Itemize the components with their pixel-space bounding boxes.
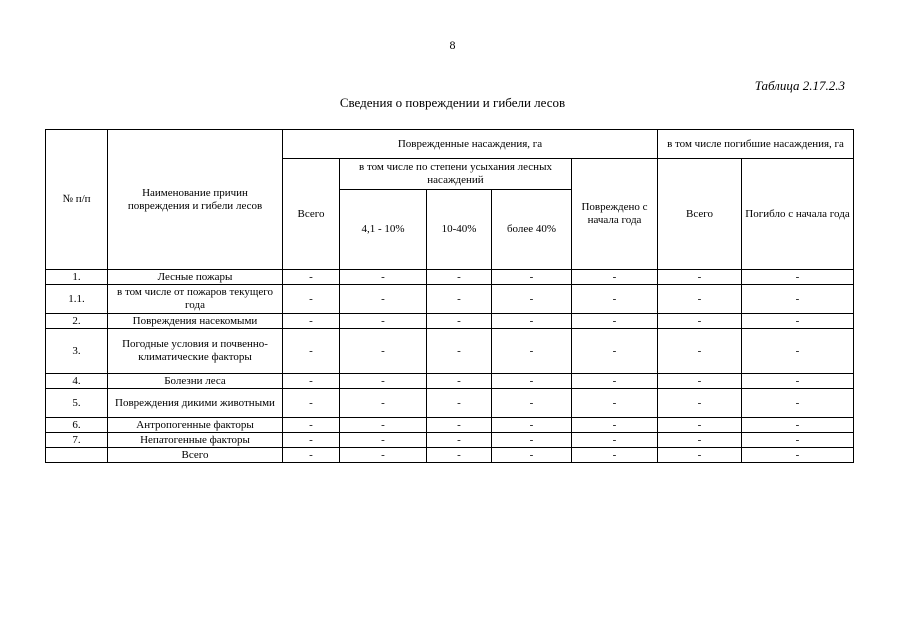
cell-value: -	[283, 270, 340, 285]
cell-value: -	[492, 448, 572, 463]
table-label: Таблица 2.17.2.3	[754, 78, 845, 93]
cell-value: -	[572, 285, 658, 314]
cell-value: -	[572, 329, 658, 374]
cell-value: -	[572, 389, 658, 418]
cell-value: -	[742, 285, 854, 314]
row-name: Болезни леса	[108, 374, 283, 389]
row-num: 2.	[46, 314, 108, 329]
row-num: 4.	[46, 374, 108, 389]
cell-value: -	[340, 270, 427, 285]
cell-value: -	[283, 433, 340, 448]
cell-value: -	[492, 314, 572, 329]
header-degree-2: 10-40%	[427, 190, 492, 270]
cell-value: -	[492, 285, 572, 314]
cell-value: -	[572, 270, 658, 285]
cell-value: -	[742, 329, 854, 374]
cell-value: -	[283, 389, 340, 418]
row-num: 1.1.	[46, 285, 108, 314]
row-num	[46, 448, 108, 463]
cell-value: -	[340, 418, 427, 433]
cell-value: -	[742, 433, 854, 448]
cell-value: -	[340, 329, 427, 374]
cell-value: -	[283, 314, 340, 329]
header-damaged-group: Поврежденные насаждения, га	[283, 130, 658, 159]
cell-value: -	[283, 448, 340, 463]
cell-value: -	[572, 448, 658, 463]
cell-value: -	[340, 389, 427, 418]
cell-value: -	[658, 270, 742, 285]
header-total: Всего	[283, 159, 340, 270]
row-name: в том числе от пожаров текущего года	[108, 285, 283, 314]
cell-value: -	[492, 433, 572, 448]
cell-value: -	[340, 374, 427, 389]
cell-value: -	[742, 314, 854, 329]
cell-value: -	[340, 314, 427, 329]
cell-value: -	[427, 374, 492, 389]
page-number: 8	[449, 38, 456, 52]
table-row	[46, 389, 854, 418]
cell-value: -	[283, 329, 340, 374]
table-row	[46, 374, 854, 389]
row-name: Всего	[108, 448, 283, 463]
cell-value: -	[492, 329, 572, 374]
row-num: 1.	[46, 270, 108, 285]
cell-value: -	[427, 418, 492, 433]
header-dead-total: Всего	[658, 159, 742, 270]
table-title: Сведения о повреждении и гибели лесов	[339, 95, 566, 110]
cell-value: -	[283, 285, 340, 314]
cell-value: -	[427, 389, 492, 418]
table-row	[46, 314, 854, 329]
cell-value: -	[658, 448, 742, 463]
cell-value: -	[742, 448, 854, 463]
table-header	[46, 130, 854, 270]
cell-value: -	[492, 270, 572, 285]
header-dead-group: в том числе погибшие насаждения, га	[658, 130, 854, 159]
cell-value: -	[427, 285, 492, 314]
header-by-degree: в том числе по степени усыхания лесных насаждений	[340, 159, 572, 190]
row-num: 6.	[46, 418, 108, 433]
cell-value: -	[658, 314, 742, 329]
cell-value: -	[572, 314, 658, 329]
header-degree-3: более 40%	[492, 190, 572, 270]
cell-value: -	[492, 418, 572, 433]
table-row	[46, 329, 854, 374]
cell-value: -	[492, 389, 572, 418]
cell-value: -	[658, 285, 742, 314]
row-num: 7.	[46, 433, 108, 448]
cell-value: -	[427, 314, 492, 329]
cell-value: -	[427, 433, 492, 448]
cell-value: -	[340, 448, 427, 463]
cell-value: -	[492, 374, 572, 389]
row-name: Погодные условия и почвенно-климатические факторы	[108, 329, 283, 374]
cell-value: -	[427, 329, 492, 374]
table-row	[46, 418, 854, 433]
header-degree-1: 4,1 - 10%	[340, 190, 427, 270]
table-body	[46, 270, 854, 463]
cell-value: -	[340, 285, 427, 314]
cell-value: -	[742, 418, 854, 433]
cell-value: -	[658, 433, 742, 448]
cell-value: -	[742, 374, 854, 389]
table-row	[46, 285, 854, 314]
row-num: 5.	[46, 389, 108, 418]
header-damaged-since-start: Повреждено с начала года	[572, 159, 658, 270]
cell-value: -	[742, 270, 854, 285]
row-name: Антропогенные факторы	[108, 418, 283, 433]
row-name: Повреждения дикими животными	[108, 389, 283, 418]
cell-value: -	[572, 418, 658, 433]
cell-value: -	[340, 433, 427, 448]
cell-value: -	[658, 374, 742, 389]
table-row	[46, 270, 854, 285]
cell-value: -	[572, 374, 658, 389]
cell-value: -	[658, 418, 742, 433]
forest-damage-table	[45, 129, 854, 463]
cell-value: -	[572, 433, 658, 448]
row-name: Лесные пожары	[108, 270, 283, 285]
header-dead-since-start: Погибло с начала года	[742, 159, 854, 270]
cell-value: -	[658, 329, 742, 374]
cell-value: -	[742, 389, 854, 418]
header-cause: Наименование причин повреждения и гибели лесов	[108, 130, 283, 270]
row-name: Непатогенные факторы	[108, 433, 283, 448]
cell-value: -	[427, 448, 492, 463]
cell-value: -	[283, 418, 340, 433]
table-row-total	[46, 448, 854, 463]
table-row	[46, 433, 854, 448]
header-num: № п/п	[46, 130, 108, 270]
cell-value: -	[283, 374, 340, 389]
row-num: 3.	[46, 329, 108, 374]
cell-value: -	[658, 389, 742, 418]
row-name: Повреждения насекомыми	[108, 314, 283, 329]
cell-value: -	[427, 270, 492, 285]
